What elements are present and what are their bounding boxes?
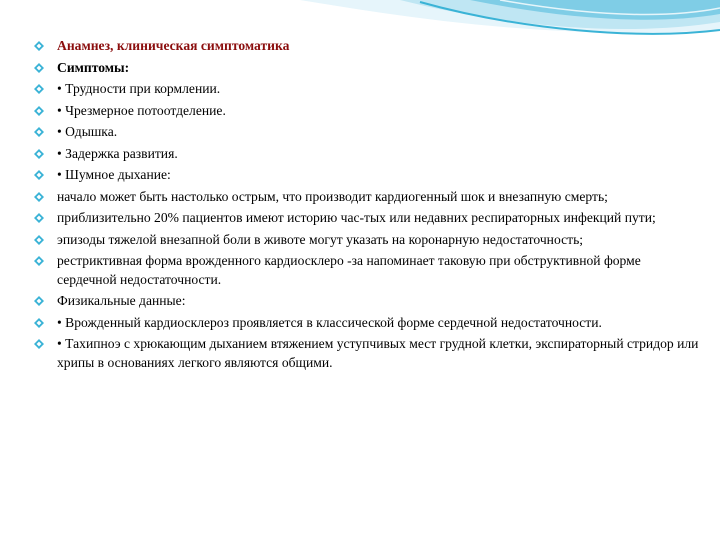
diamond-bullet-icon — [34, 192, 44, 202]
bullet-item — [0, 231, 700, 250]
diamond-bullet-icon — [34, 41, 44, 51]
bullet-text: начало может быть настолько острым, что производит кардиогенный шок и внезапную смерть; — [57, 188, 608, 204]
bullet-list — [0, 37, 700, 375]
bullet-item — [0, 102, 700, 121]
bullet-text: Анамнез, клиническая симптоматика — [57, 38, 290, 53]
diamond-bullet-icon — [34, 63, 44, 73]
bullet-item — [0, 166, 700, 185]
diamond-bullet-icon — [34, 170, 44, 180]
bullet-item — [0, 123, 700, 142]
bullet-item — [0, 59, 700, 78]
diamond-bullet-icon — [34, 339, 44, 349]
diamond-bullet-icon — [34, 213, 44, 223]
diamond-bullet-icon — [34, 149, 44, 159]
bullet-text: • Трудности при кормлении. — [57, 81, 221, 96]
diamond-bullet-icon — [34, 84, 44, 94]
bullet-item — [0, 314, 700, 333]
bullet-item — [0, 335, 700, 372]
bullet-text: • Одышка. — [57, 124, 118, 139]
bullet-text: рестриктивная форма врожденного кардиосклеро -за напоминает таковую при обструктивной форме сердечной недостаточности. — [57, 253, 641, 287]
bullet-item — [0, 80, 700, 99]
bullet-text: эпизоды тяжелой внезапной боли в животе могут указать на коронарную недостаточность; — [57, 231, 584, 247]
bullet-item — [0, 292, 700, 311]
bullet-text: • Чрезмерное потоотделение. — [57, 102, 226, 118]
bullet-text: • Шумное дыхание: — [57, 167, 171, 182]
bullet-text: Физикальные данные: — [57, 293, 186, 308]
bullet-text: приблизительно 20% пациентов имеют историю час-тых или недавних респираторных инфекций пути; — [57, 210, 656, 225]
diamond-bullet-icon — [34, 296, 44, 306]
bullet-text: Симптомы: — [57, 59, 130, 75]
diamond-bullet-icon — [34, 256, 44, 266]
bullet-item — [0, 188, 700, 207]
bullet-item — [0, 209, 700, 228]
bullet-item — [0, 252, 700, 289]
bullet-text: • Задержка развития. — [57, 145, 178, 161]
bullet-item — [0, 145, 700, 164]
bullet-text: • Врожденный кардиосклероз проявляется в классической форме сердечной недостаточности. — [57, 314, 602, 330]
diamond-bullet-icon — [34, 318, 44, 328]
bullet-text: • Тахипноэ с хрюкающим дыханием втяжением уступчивых мест грудной клетки, экспираторный стридор или хрипы в основаниях легкого являются общими. — [57, 336, 699, 370]
diamond-bullet-icon — [34, 235, 44, 245]
slide-title — [0, 37, 700, 56]
diamond-bullet-icon — [34, 106, 44, 116]
diamond-bullet-icon — [34, 127, 44, 137]
